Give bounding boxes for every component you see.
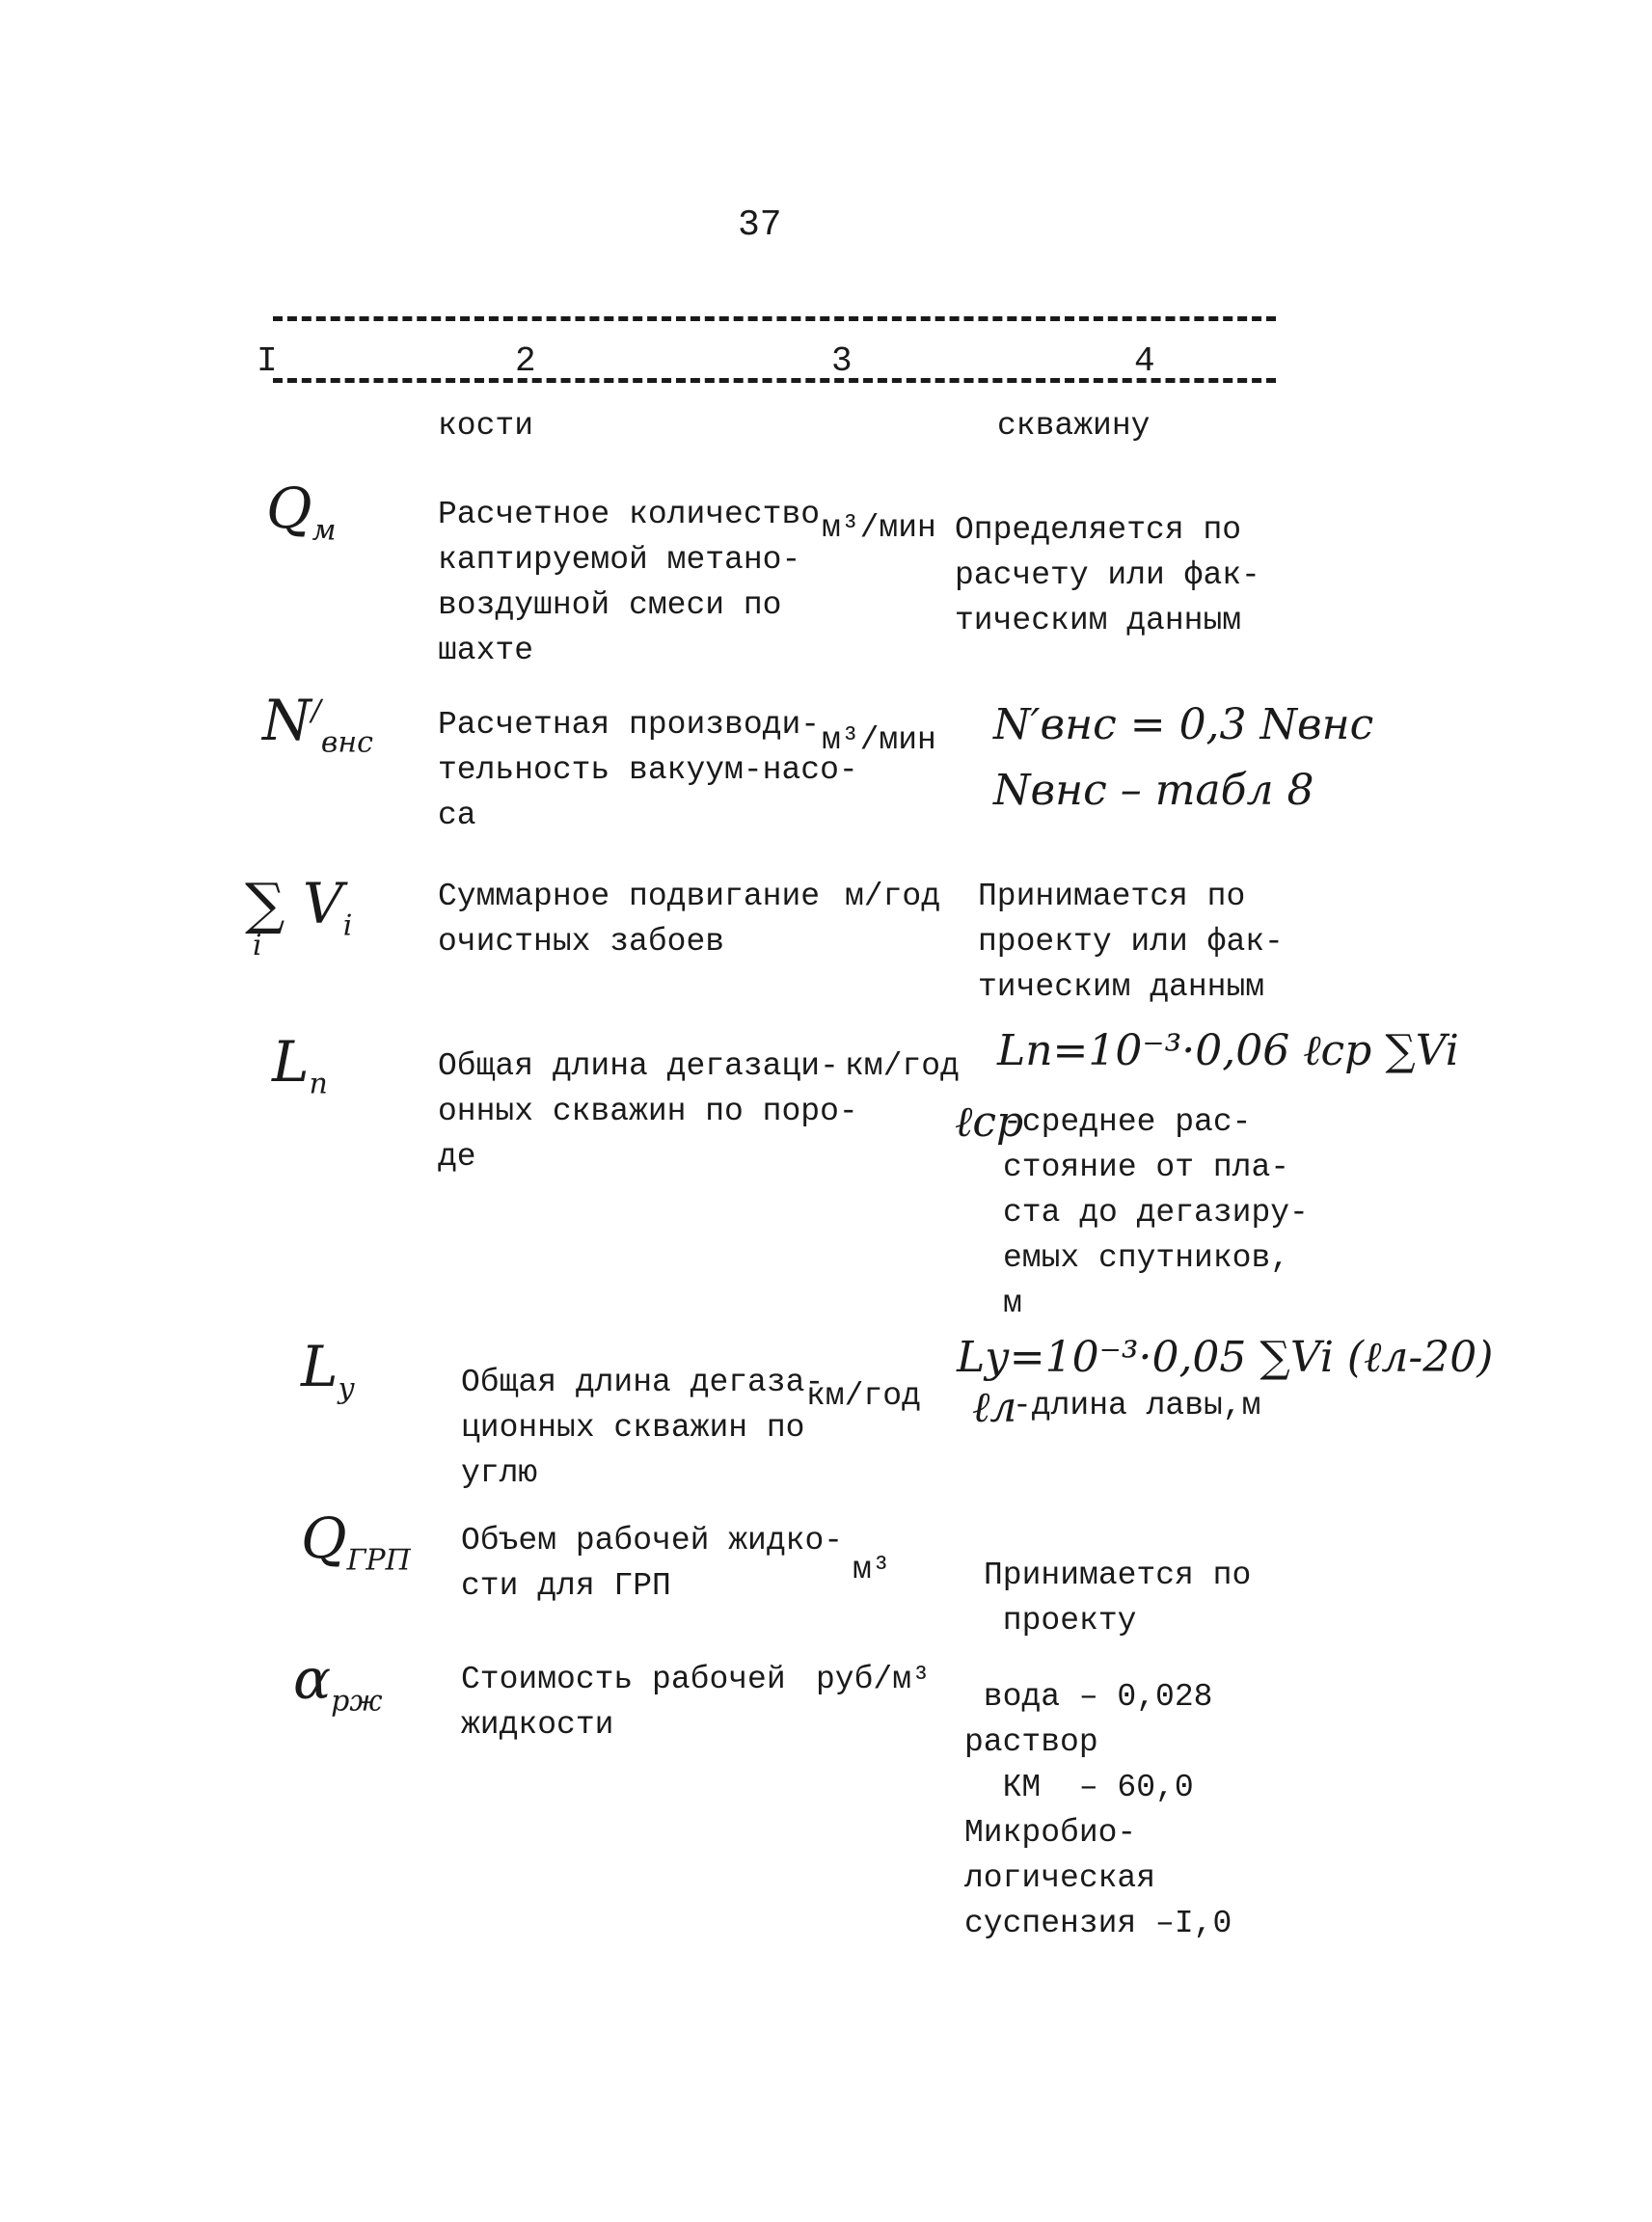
note-text: Принимается по проекту xyxy=(984,1558,1252,1639)
header-top-rule xyxy=(273,316,1276,321)
handwritten-formula: N′внс = 0,3 Nвнс xyxy=(993,700,1374,749)
symbol-sum-v: ∑ $V_i$ xyxy=(245,871,353,943)
column-number-4: 4 xyxy=(1134,341,1155,381)
unit-text: м/год xyxy=(845,879,941,914)
unit-text: м³ xyxy=(853,1552,891,1587)
unit-text: км/год xyxy=(845,1048,960,1084)
symbol-alpha-rzh: $\alpha_{рж}$ xyxy=(293,1646,383,1719)
symbol-n-vns: $N^/_{внс}$ xyxy=(262,688,373,760)
unit-text: руб/м³ xyxy=(816,1662,931,1697)
page-number: 37 xyxy=(738,204,782,246)
unit-text: м³/мин xyxy=(822,510,936,546)
unit-text: км/год xyxy=(806,1378,921,1414)
description-text: Расчетная производи- тельность вакуум-насо- са xyxy=(438,707,858,833)
unit-text: м³/мин xyxy=(822,722,936,758)
note-text: Определяется по расчету или фак- тическим данным xyxy=(955,512,1260,638)
handwritten-formula: Lп=10⁻³·0,06 ℓср ∑Vi xyxy=(997,1026,1459,1075)
description-text: Общая длина дегазаци- онных скважин по поро- де xyxy=(438,1048,858,1175)
note-text: вода – 0,028 раствор КМ – 60,0 Микробио- логическая суспензия –I,0 xyxy=(964,1679,1232,1941)
handwritten-symbol: ℓср xyxy=(955,1097,1024,1147)
handwritten-symbol: ℓл xyxy=(972,1383,1017,1432)
note-text: Принимается по проекту или фак- тическим данным xyxy=(978,879,1284,1005)
description-text: Стоимость рабочей жидкости xyxy=(461,1662,786,1743)
symbol-l-p: $L_п$ xyxy=(272,1029,328,1101)
handwritten-formula: Nвнс – табл 8 xyxy=(993,766,1314,815)
header-bottom-rule xyxy=(273,378,1276,383)
column-number-2: 2 xyxy=(515,341,536,381)
description-text: Расчетное количество каптируемой метано- воздушной смеси по шахте xyxy=(438,497,821,668)
description-text: Суммарное подвигание очистных забоев xyxy=(438,879,821,960)
handwritten-formula: Lу=10⁻³·0,05 ∑Vi (ℓл-20) xyxy=(957,1333,1494,1382)
continued-description: кости xyxy=(438,408,534,444)
description-text: Объем рабочей жидко- сти для ГРП xyxy=(461,1523,844,1604)
symbol-q-m: $Q_м$ xyxy=(266,475,337,548)
column-number-1: I xyxy=(257,341,278,381)
description-text: Общая длина дегаза- ционных скважин по углю xyxy=(461,1365,825,1491)
symbol-l-u: $L_у$ xyxy=(301,1334,355,1406)
column-number-3: 3 xyxy=(831,341,853,381)
continued-note: скважину xyxy=(997,408,1151,444)
symbol-sum-index: i xyxy=(253,929,262,962)
note-text: -среднее рас- стояние от пла- ста до дегазиру- емых спутников, м xyxy=(1003,1104,1309,1321)
note-text: -длина лавы,м xyxy=(1013,1388,1261,1423)
symbol-q-grp: $Q_{ГРП}$ xyxy=(301,1505,411,1578)
